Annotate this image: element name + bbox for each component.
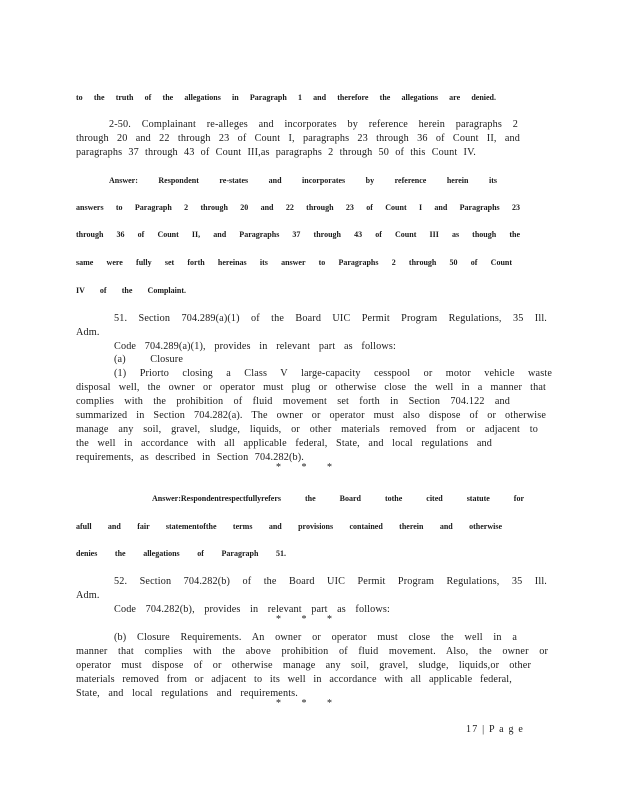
para-2-50-line-2: through 20 and 22 through 23 of Count I, paragraphs 23 through 36 of Count II, and [76,133,520,144]
para-51-line-1: 51. Section 704.289(a)(1) of the Board UIC Permit Program Regulations, 35 Ill. [114,313,547,324]
para-51-line-10: the well in accordance with all applicable federal, State, and local regulations and [76,438,492,449]
para-52-line-6: operator must dispose of or otherwise manage any soil, gravel, sludge, liquids,or other [76,660,531,671]
section-break-stars-3: * * * [276,698,332,709]
para-51-line-5: (1) Priorto closing a Class V large-capacity cesspool or motor vehicle waste [114,368,552,379]
para-52-line-3: Code 704.282(b), provides in relevant part as follows: [114,604,390,615]
answer-2-line-3: denies the allegations of Paragraph 51. [76,549,286,558]
answer-1-line-3: through 36 of Count II, and Paragraphs 37 through 43 of Count III as though the [76,230,520,239]
section-break-stars-2: * * * [276,614,332,625]
answer-1-line-4: same were fully set forth hereinas its answer to Paragraphs 2 through 50 of Count [76,258,512,267]
para-51-line-2: Adm. [76,327,100,338]
para-51-line-3: Code 704.289(a)(1), provides in relevant part as follows: [114,341,396,352]
answer-2-line-2: afull and fair statementofthe terms and provisions contained therein and otherwise [76,522,502,531]
page-number-footer: 17 | P a g e [466,724,524,735]
answer-1-line-2: answers to Paragraph 2 through 20 and 22 through 23 of Count I and Paragraphs 23 [76,203,520,212]
opening-line: to the truth of the allegations in Paragraph 1 and therefore the allegations are denied. [76,93,496,102]
para-2-50-line-1: 2-50. Complainant re-alleges and incorporates by reference herein paragraphs 2 [109,119,518,130]
section-break-stars: * * * [276,462,332,473]
answer-1-line-1: Answer: Respondent re-states and incorporates by reference herein its [109,176,497,185]
para-52-line-7: materials removed from or adjacent to its well in accordance with all applicable federal, [76,674,512,685]
para-52-line-1: 52. Section 704.282(b) of the Board UIC Permit Program Regulations, 35 Ill. [114,576,547,587]
para-52-line-8: State, and local regulations and requirements. [76,688,298,699]
para-51-line-4: (a) Closure [114,354,183,365]
answer-1-line-5: IV of the Complaint. [76,286,186,295]
para-51-line-11: requirements, as described in Section 704.282(b). [76,452,304,463]
para-52-line-5: manner that complies with the above prohibition of fluid movement. Also, the owner or [76,646,548,657]
para-2-50-line-3: paragraphs 37 through 43 of Count III,as paragraphs 2 through 50 of this Count IV. [76,147,476,158]
answer-2-line-1: Answer:Respondentrespectfullyrefers the Board tothe cited statute for [152,494,524,503]
para-51-line-9: manage any soil, gravel, sludge, liquids, or other materials removed from or adjacent to [76,424,538,435]
para-51-line-8: summarized in Section 704.282(a). The owner or operator must also dispose of or otherwise [76,410,546,421]
para-51-line-7: complies with the prohibition of fluid movement set forth in Section 704.122 and [76,396,510,407]
para-52-line-2: Adm. [76,590,100,601]
para-52-line-4: (b) Closure Requirements. An owner or operator must close the well in a [114,632,517,643]
para-51-line-6: disposal well, the owner or operator must plug or otherwise close the well in a manner that [76,382,546,393]
